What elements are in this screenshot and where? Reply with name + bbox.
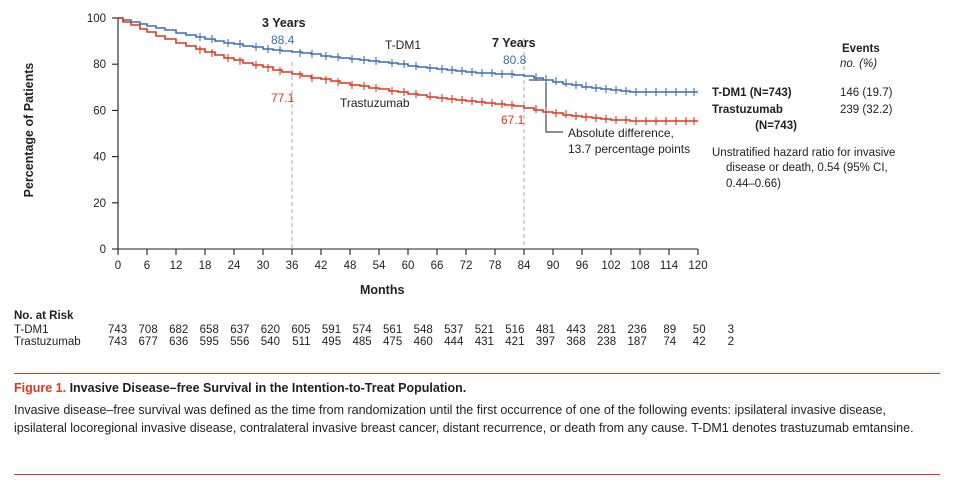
svg-text:20: 20 [93, 197, 106, 210]
risk-cell: 537 [444, 324, 464, 336]
table-row [14, 336, 734, 348]
risk-cell: 521 [474, 324, 494, 336]
risk-cell: 561 [383, 324, 403, 336]
risk-cell: 540 [260, 336, 280, 348]
annotation-3-years-trastuzumab-value: 77.1 [271, 91, 295, 105]
caption-body: Invasive disease–free survival was defined as the time from randomization until the first occurrence of one of the following events: ipsilateral invasive disease, ipsilateral locoregional invasive disease, contralateral invasive breast cancer, distant recurrence, or death from any cause. T-DM1 denotes trastuzumab emtansine. [14, 403, 914, 436]
no-at-risk-table [14, 310, 734, 348]
risk-cell: 2 [727, 336, 734, 348]
hazard-ratio-line3: 0.44–0.66) [726, 177, 781, 190]
svg-text:30: 30 [256, 260, 270, 272]
risk-cell: 42 [692, 336, 706, 348]
svg-text:108: 108 [630, 260, 650, 272]
risk-cell: 708 [138, 324, 158, 336]
no-at-risk-title: No. at Risk [14, 310, 74, 322]
hazard-ratio-note [712, 146, 948, 193]
annotation-absolute-difference-line2: 13.7 percentage points [568, 142, 691, 156]
risk-cell: 511 [292, 336, 311, 348]
risk-cell: 591 [321, 324, 342, 336]
risk-cell: 605 [291, 324, 311, 336]
risk-cell: 556 [230, 336, 250, 348]
risk-cell: 187 [627, 336, 647, 348]
svg-text:66: 66 [430, 260, 444, 272]
svg-text:100: 100 [86, 13, 106, 25]
risk-row-name: T-DM1 [14, 324, 49, 336]
risk-cell: 443 [566, 324, 586, 336]
svg-text:0: 0 [99, 244, 106, 256]
risk-cell: 431 [474, 336, 494, 348]
svg-text:96: 96 [575, 260, 589, 272]
legend-row-name: T-DM1 (N=743) [712, 87, 792, 100]
legend-row-value: 146 (19.7) [840, 87, 893, 100]
risk-cell: 677 [138, 336, 158, 348]
risk-cell: 574 [352, 324, 372, 336]
difference-bracket [529, 80, 563, 132]
risk-cell: 238 [596, 336, 617, 348]
events-legend [712, 42, 948, 192]
events-subtitle: no. (%) [840, 58, 878, 71]
svg-text:60: 60 [93, 105, 106, 118]
svg-text:102: 102 [601, 260, 621, 272]
risk-cell: 475 [383, 336, 403, 348]
legend-row [712, 103, 948, 118]
svg-text:42: 42 [314, 260, 328, 272]
svg-text:18: 18 [198, 260, 212, 272]
risk-cell: 481 [535, 324, 556, 336]
risk-cell: 595 [199, 336, 219, 348]
risk-cell: 89 [663, 324, 677, 336]
risk-cell: 460 [413, 336, 433, 348]
hazard-ratio-line1: Unstratified hazard ratio for invasive [712, 146, 896, 159]
risk-cell: 682 [169, 324, 189, 336]
svg-text:90: 90 [546, 260, 560, 272]
series-label-trastuzumab: Trastuzumab [340, 96, 410, 110]
caption-title-line [14, 381, 940, 395]
risk-cell: 743 [107, 336, 128, 348]
risk-cell: 421 [505, 336, 525, 348]
risk-cell: 397 [535, 336, 556, 348]
risk-table [14, 324, 734, 348]
svg-text:84: 84 [517, 260, 531, 272]
legend-row-value [840, 119, 930, 134]
svg-text:24: 24 [227, 260, 241, 272]
series-label-tdm1: T-DM1 [385, 38, 421, 52]
risk-cell: 743 [107, 324, 128, 336]
svg-text:78: 78 [488, 260, 502, 272]
svg-text:40: 40 [93, 151, 106, 164]
x-axis-label: Months [360, 283, 405, 297]
annotation-absolute-difference-line1: Absolute difference, [568, 126, 674, 140]
risk-cell: 74 [663, 336, 677, 348]
svg-text:54: 54 [372, 260, 386, 272]
legend-row [712, 86, 948, 101]
svg-text:36: 36 [285, 260, 299, 272]
annotation-3-years-tdm1-value: 88.4 [271, 33, 295, 47]
risk-row-name: Trastuzumab [14, 336, 81, 348]
svg-text:114: 114 [659, 260, 679, 272]
risk-cell: 50 [692, 324, 706, 336]
risk-cell: 636 [169, 336, 189, 348]
risk-cell: 516 [505, 324, 525, 336]
legend-row-name: (N=743) [755, 119, 797, 132]
legend-row-value: 239 (32.2) [840, 103, 893, 116]
svg-text:80: 80 [93, 59, 106, 72]
svg-text:0: 0 [114, 260, 122, 272]
risk-cell: 368 [566, 336, 586, 348]
risk-cell: 3 [727, 324, 734, 336]
svg-text:12: 12 [169, 260, 183, 272]
annotation-7-years: 7 Years [492, 36, 536, 50]
hazard-ratio-line2: disease or death, 0.54 (95% CI, [726, 162, 888, 175]
annotation-7-years-tdm1-value: 80.8 [503, 53, 527, 67]
legend-row-name: Trastuzumab [712, 103, 783, 116]
risk-cell: 658 [199, 324, 219, 336]
svg-text:120: 120 [688, 260, 708, 272]
risk-cell: 236 [627, 324, 647, 336]
risk-cell: 620 [260, 324, 280, 336]
risk-cell: 495 [321, 336, 342, 348]
svg-text:6: 6 [143, 260, 151, 272]
svg-text:48: 48 [343, 260, 357, 272]
annotation-3-years: 3 Years [262, 16, 306, 30]
risk-cell: 485 [352, 336, 372, 348]
events-title: Events [842, 43, 880, 55]
caption-title: Invasive Disease–free Survival in the Intention-to-Treat Population. [69, 381, 467, 395]
annotation-7-years-trastuzumab-value: 67.1 [501, 113, 525, 127]
risk-cell: 637 [230, 324, 250, 336]
risk-cell: 444 [444, 336, 464, 348]
table-row [14, 324, 734, 336]
svg-text:60: 60 [401, 260, 415, 272]
curve-tdm1 [118, 18, 698, 96]
y-axis-label: Percentage of Patients [22, 62, 36, 198]
figure-number: Figure 1. [14, 381, 67, 395]
risk-cell: 281 [596, 324, 617, 336]
svg-text:72: 72 [459, 260, 473, 272]
legend-row [712, 119, 948, 134]
risk-cell: 548 [413, 324, 433, 336]
figure-caption [14, 373, 940, 475]
